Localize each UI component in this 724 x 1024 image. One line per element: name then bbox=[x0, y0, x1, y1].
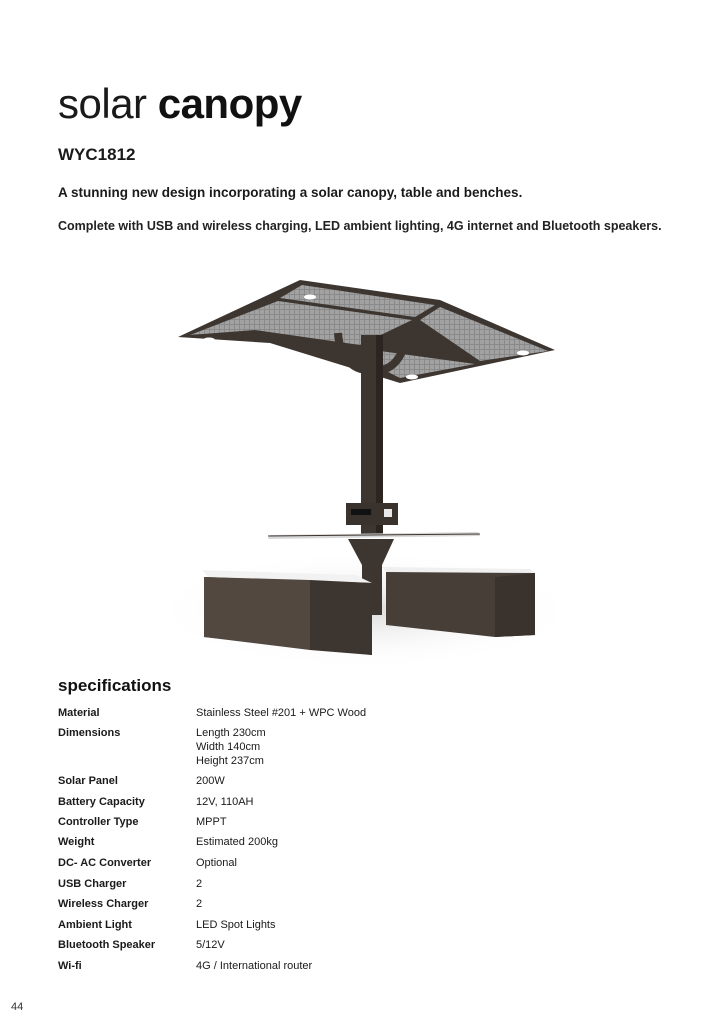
spec-value: Length 230cm bbox=[196, 727, 266, 739]
spec-label: Solar Panel bbox=[58, 775, 118, 787]
spec-value: MPPT bbox=[196, 816, 227, 828]
spec-label: Wireless Charger bbox=[58, 898, 149, 910]
spec-value: Stainless Steel #201 + WPC Wood bbox=[196, 707, 367, 719]
page-number: 44 bbox=[11, 1001, 24, 1013]
spec-label: Material bbox=[58, 707, 100, 719]
led-spot-light bbox=[304, 295, 316, 300]
spec-label: Ambient Light bbox=[58, 919, 132, 931]
led-spot-light bbox=[517, 351, 529, 356]
spec-label: USB Charger bbox=[58, 878, 127, 890]
tagline: A stunning new design incorporating a solar canopy, table and benches. bbox=[58, 185, 523, 200]
led-spot-light bbox=[203, 338, 215, 343]
spec-label: Dimensions bbox=[58, 727, 121, 739]
spec-value: 2 bbox=[196, 898, 203, 910]
spec-value: 2 bbox=[196, 878, 203, 890]
spec-value: 5/12V bbox=[196, 939, 225, 951]
spec-value: 200W bbox=[196, 775, 225, 787]
spec-value: Height 237cm bbox=[196, 755, 264, 767]
spec-label: Battery Capacity bbox=[58, 796, 145, 808]
model-number: WYC1812 bbox=[58, 145, 136, 164]
spec-label: Bluetooth Speaker bbox=[58, 939, 156, 951]
title-bold: canopy bbox=[157, 80, 302, 127]
spec-value: 4G / International router bbox=[196, 960, 313, 972]
title-light: solar bbox=[58, 80, 147, 127]
led-spot-light bbox=[406, 375, 418, 380]
feature-summary: Complete with USB and wireless charging, LED ambient lighting, 4G internet and Bluetooth speakers. bbox=[58, 219, 662, 233]
spec-label: Wi-fi bbox=[58, 960, 82, 972]
specifications-heading: specifications bbox=[58, 676, 172, 695]
spec-label: Controller Type bbox=[58, 816, 139, 828]
spec-label: DC- AC Converter bbox=[58, 857, 152, 869]
spec-value: Optional bbox=[196, 857, 237, 869]
page-title bbox=[58, 78, 302, 130]
spec-value: Estimated 200kg bbox=[196, 836, 278, 848]
spec-label: Weight bbox=[58, 836, 95, 848]
spec-value: Width 140cm bbox=[196, 741, 261, 753]
solar-canopy-product-image bbox=[150, 265, 580, 680]
spec-value: 12V, 110AH bbox=[196, 796, 254, 808]
spec-value: LED Spot Lights bbox=[196, 919, 276, 931]
